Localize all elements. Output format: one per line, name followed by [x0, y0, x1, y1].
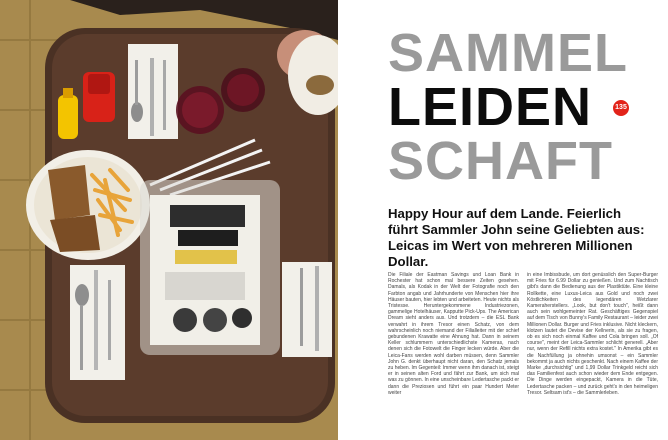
mustard-bottle — [58, 95, 78, 139]
headline — [388, 23, 628, 191]
lens-1 — [173, 308, 197, 332]
knife-bottom-left — [94, 270, 98, 370]
burger-top-right — [306, 75, 334, 95]
camera-1 — [170, 205, 245, 227]
knife-top — [150, 58, 154, 136]
camera-2 — [178, 230, 238, 246]
knife-bottom-right — [315, 266, 319, 351]
body-text — [388, 272, 658, 422]
body-column-2: in eine Imbissbude, um dort genüsslich den Super-Burger mit Fries für 6.99 Dollar zu genießen. Und zum Nachtisch gibt's dann die Bedienung aus der Plastiktüte. Eine kleine Rollkette, eine Luxus-Leica aus Gold und noch zwei Köstlichkeiten des legendären Wetzlarer Kameraherstellers. „Look, but don't touch", heißt dann auch sein wohlgemeinter Rat. Geschäftiges Gegenspiel auf dem Tisch von Bunny's Family Restaurant – leider zwei Millionen Dollar. Burger und Fries inklusive. Nicht kleckern, klotzen lautet die Devise der Kellnerin, als sie zu fragen, ob es sich noch einmal Kaffee und Cola bringen soll. „Of course", meint der Leica-Sammler schlicht generell. „Aber nur, wenn der Refill nichts extra kostet." In Amerika gibt es die Nachfüllung ja ohnehin umsonst – ein Sammler bekommt ja auch nichts geschenkt. Nach einem Kaffee der Marke „durchsichtig" und 1,99 Dollar Trinkgeld reicht sich das Familienfest auch schon wieder dem Ende entgegen. Die Dinge werden eingepackt, Kamera in die Tüte, Ledertasche packen – und zurück geht's in den heimeligen Tresor. Seltsam ist's – die Sammlerleben. — [527, 272, 658, 396]
page-number-badge: 135 — [613, 100, 629, 116]
headline-line-2: LEIDEN — [388, 77, 593, 137]
gold-camera — [175, 250, 237, 264]
fork-bottom-left — [108, 280, 111, 360]
spoon-bottom-left — [75, 284, 89, 306]
article-page — [338, 0, 668, 440]
headline-line-3: SCHAFT — [388, 131, 613, 191]
lead-paragraph: Happy Hour auf dem Lande. Feierlich führt Sammler John seine Geliebten aus: Leicas im Wert von mehreren Millionen Dollar. — [388, 206, 645, 269]
body-column-1: Die Filiale der Eastman Savings und Loan Bank in Rochester hat schon mal bessere Zeiten gesehen. Damals, als Kodak in der Welt der Fotografie noch den Farbton angab und Jahrhunderte von Menschen hier ihre Häuser bauten, hier lebten und arbeiteten. Heute nichts als Tristesse. Heruntergekommene Industriezonen, gammelige Hotelhäuser, Kapputte Pick-Ups. The American Dream sieht anders aus. Und trotzdem – die ESL Bank verwahrt in ihrem Tresor einen Schatz, von dem wahrscheinlich noch niemand der Filialleiter mit der schief gebundenen Krawatte eine Ahnung hat. Dann in seinem Keller schlummern unterschiedlichste Kameras, nach denen sich die Fotowelt die Finger lecken würde. Aber die Leica-Fans werden wohl darben müssen, denn Sammler John G. denkt überhaupt nicht daran, den Schatz jemals zu heben. Im Gegenteil: Immer wenn ihm danach ist, steigt er in seinen alten Ford und fährt zur Bank, um sich mal was zu gönnen. In eine unscheinbare Ledertasche packt er dann die Preziosen und führt ein paar Hundert Meter weiter — [388, 272, 519, 396]
fork-bottom-right — [300, 268, 303, 346]
lens-3 — [232, 308, 252, 328]
fork-top — [163, 60, 166, 130]
napkin-bottom-right — [282, 262, 332, 357]
headline-line-1: SAMMEL — [388, 23, 628, 83]
lens-2 — [203, 308, 227, 332]
sandwich-half-1 — [48, 165, 90, 220]
